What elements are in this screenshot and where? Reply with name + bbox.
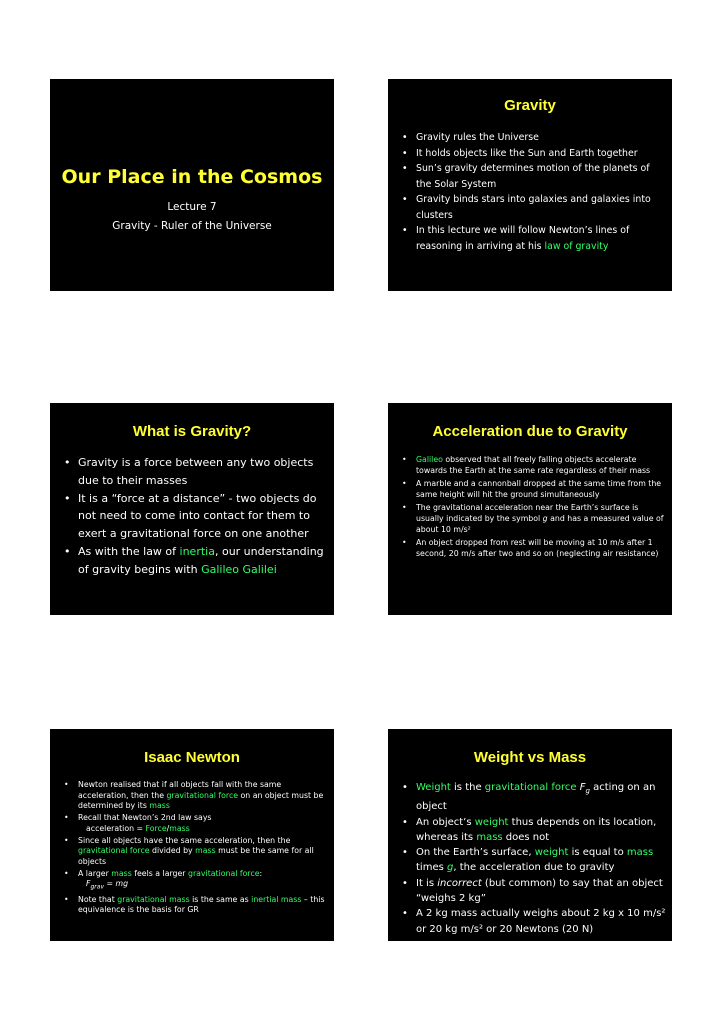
highlight-term: mass: [169, 823, 190, 833]
bullet-list: [402, 455, 668, 562]
bullet: [402, 845, 668, 876]
bullet-text: acting on an object: [416, 782, 656, 813]
bullet-text: , the acceleration due to gravity: [453, 862, 615, 874]
symbol-f: F: [576, 782, 586, 793]
bullet: [64, 543, 326, 579]
bullet: • It holds objects like the Sun and Earth together: [402, 146, 664, 162]
bullet: [402, 815, 668, 846]
symbol-subscript: g: [585, 787, 590, 795]
bullet-text: , our understanding of gravity begins with: [78, 544, 324, 576]
bullet-text: :: [259, 868, 263, 878]
highlight-term: inertia: [179, 544, 215, 558]
bullet-text: divided by: [149, 846, 196, 856]
bullet: [64, 836, 330, 868]
bullet: • A marble and a cannonball dropped at the same time from the same height will hit the ground simultaneously: [402, 479, 668, 500]
emphasis: incorrect: [437, 877, 482, 889]
bullet-text: An object’s: [416, 816, 475, 828]
bullet-text: Recall that Newton’s 2nd law says: [78, 813, 212, 823]
bullet-list: [402, 780, 668, 937]
highlight-term: gravitational force: [78, 846, 150, 856]
bullet: • Gravity is a force between any two objects due to their masses: [64, 454, 326, 490]
bullet: [402, 455, 668, 476]
bullet-text: is equal to: [568, 847, 627, 859]
bullet-text: A larger: [78, 868, 112, 878]
slide-heading: What is Gravity?: [132, 423, 252, 440]
bullet-text: is the: [450, 782, 485, 793]
bullet-text: Newton realised that if all objects fall with the same acceleration, then the: [78, 780, 282, 800]
highlight-term: gravitational force: [166, 790, 239, 800]
bullet-text: on an object must be determined by its: [78, 790, 324, 811]
bullet-text: and has a measured value of about 10 m/s²: [416, 513, 664, 534]
highlight-term: weight: [534, 847, 569, 859]
bullet: • A 2 kg mass actually weighs about 2 kg x 10 m/s² or 20 kg m/s² or 20 Newtons (20 N): [402, 906, 668, 937]
equation-subscript: grav: [90, 883, 105, 891]
highlight-term: mass: [195, 846, 216, 856]
bullet-list: [402, 130, 664, 254]
bullet: • An object dropped from rest will be moving at 10 m/s after 1 second, 20 m/s after two and so on (neglecting air resistance): [402, 538, 668, 559]
equation-text: /: [166, 823, 170, 833]
slide-title-heading: Our Place in the Cosmos: [61, 166, 323, 188]
bullet: [64, 869, 330, 894]
bullet-text: As with the law of: [78, 544, 180, 558]
equation-text: F: [86, 879, 91, 889]
lecture-subtitle: Gravity - Ruler of the Universe: [112, 220, 272, 232]
equation: [78, 879, 330, 893]
bullet-list: [64, 454, 326, 579]
slide-heading: Isaac Newton: [144, 749, 240, 766]
bullet: [64, 780, 330, 812]
bullet-text: times: [416, 862, 447, 874]
bullet-text: (but common) to say that an object “weighs 2 kg”: [416, 877, 663, 905]
bullet: • Sun’s gravity determines motion of the planets of the Solar System: [402, 161, 664, 192]
bullet: [402, 503, 668, 535]
bullet-text: Note that: [78, 894, 118, 904]
slide-gravity: [388, 79, 672, 291]
slide-what-is-gravity: [50, 403, 334, 615]
slide-title: [50, 79, 334, 291]
highlight-term: Weight: [416, 782, 451, 793]
slide-acceleration: [388, 403, 672, 615]
bullet-text: thus depends on its location, whereas its: [416, 816, 657, 843]
highlight-term: g: [446, 862, 454, 874]
bullet: [402, 223, 664, 254]
bullet: [402, 876, 668, 907]
highlight-term: Force: [145, 823, 167, 833]
slide-heading: Weight vs Mass: [473, 749, 587, 766]
bullet-text: On the Earth’s surface,: [416, 847, 535, 859]
highlight-term: mass: [149, 801, 170, 811]
bullet-text: It is: [416, 877, 438, 889]
highlight-term: mass: [111, 868, 132, 878]
highlight-term: mass: [476, 831, 503, 843]
bullet-text: Since all objects have the same acceleration, then the: [78, 835, 291, 845]
highlight-term: weight: [474, 816, 509, 828]
bullet-text: In this lecture we will follow Newton’s lines of reasoning in arriving at his: [416, 225, 630, 252]
slide-isaac-newton: [50, 729, 334, 941]
bullet: • Gravity binds stars into galaxies and galaxies into clusters: [402, 192, 664, 223]
highlight-term: inertial mass: [251, 894, 302, 904]
highlight-term: gravitational force: [484, 782, 577, 793]
equation-text: acceleration =: [86, 823, 146, 833]
equation: [78, 824, 330, 835]
slide-heading: Gravity: [504, 97, 556, 114]
lecture-number: Lecture 7: [167, 201, 217, 213]
bullet: • It is a “force at a distance” - two objects do not need to come into contact for them to exert a gravitational force on one another: [64, 490, 326, 543]
bullet-text: observed that all freely falling objects accelerate towards the Earth at the same rate regardless of their mass: [416, 455, 651, 475]
highlight-term: law of gravity: [544, 240, 609, 252]
slide-weight-vs-mass: [388, 729, 672, 941]
highlight-term: gravitational force: [188, 868, 260, 878]
highlight-term: mass: [626, 847, 654, 859]
equation-text: = mg: [104, 879, 129, 889]
highlight-term: Galileo Galilei: [201, 562, 277, 576]
slide-heading: Acceleration due to Gravity: [432, 423, 628, 440]
bullet: • Gravity rules the Universe: [402, 130, 664, 146]
bullet-text: feels a larger: [131, 868, 188, 878]
highlight-term: Galileo: [416, 455, 443, 464]
bullet: [402, 780, 668, 815]
bullet-text: – this equivalence is the basis for GR: [78, 894, 325, 915]
bullet-text: The gravitational acceleration near the Earth’s surface is usually indicated by the symbol: [416, 503, 639, 523]
bullet-text: must be the same for all objects: [78, 846, 314, 866]
symbol-g: g: [542, 513, 548, 523]
bullet-list: [64, 780, 330, 917]
highlight-term: gravitational mass: [117, 894, 190, 904]
bullet-text: does not: [502, 831, 550, 843]
bullet-text: is the same as: [189, 894, 252, 904]
bullet: [64, 895, 330, 916]
bullet: [64, 813, 330, 834]
